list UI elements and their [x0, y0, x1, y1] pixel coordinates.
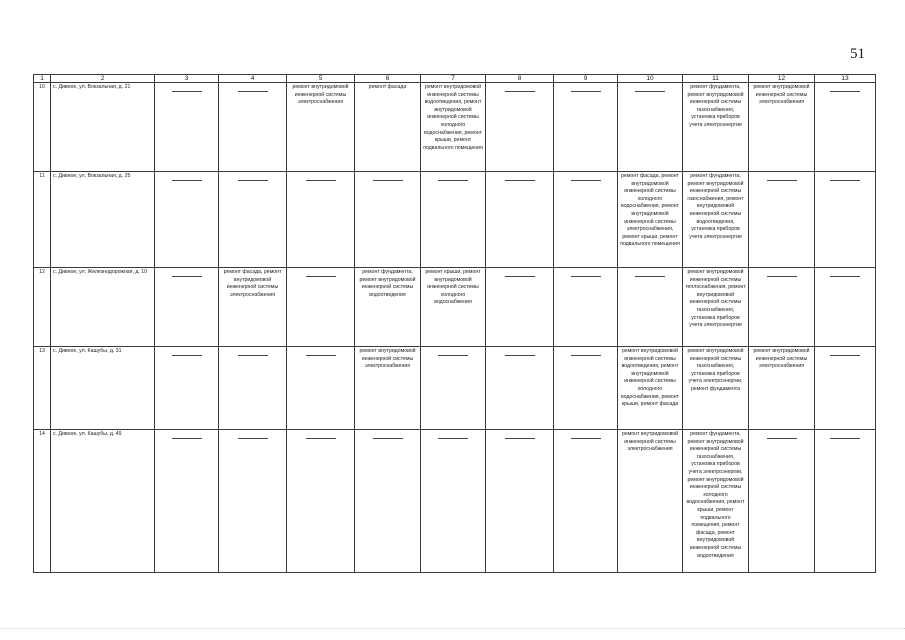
repair-work-cell: ремонт внутридомовой инженерной системы теплоснабжения, ремонт внутридомовой инженерной системы газоснабжения, установка приборов учета электроэнергии [683, 268, 749, 347]
table-row [34, 83, 876, 172]
dash-mark [238, 91, 268, 92]
repair-work-cell: ремонт фасада, ремонт внутридомовой инженерной системы холодного водоснабжения, ремонт внутридомовой инженерной системы электроснабжения, ремонт крыши, ремонт подвального помещения [618, 172, 683, 268]
scan-artifact-line [0, 628, 905, 630]
dash-mark [373, 438, 403, 439]
empty-dash-cell [219, 172, 287, 268]
dash-mark [830, 91, 860, 92]
repair-work-cell: ремонт фундамента, ремонт внутридомовой инженерной системы газоснабжения, установка приборов учета электроэнергии, ремонт внутридомовой инженерной системы холодного водоснабжения, ремонт крыши, ремонт подвального помещения, ремонт фасада, ремонт внутридомовой инженерной системы водоотведения [683, 430, 749, 573]
empty-dash-cell [421, 430, 486, 573]
empty-dash-cell [749, 268, 815, 347]
empty-dash-cell [155, 430, 219, 573]
row-number: 12 [34, 268, 51, 347]
empty-dash-cell [815, 430, 876, 573]
repair-work-cell: ремонт внутридомовой инженерной системы электроснабжения [749, 347, 815, 430]
empty-dash-cell [554, 83, 618, 172]
dash-mark [635, 91, 665, 92]
repair-work-cell: ремонт крыши, ремонт внутридомовой инженерной системы холодного водоснабжения [421, 268, 486, 347]
column-header: 10 [618, 75, 683, 83]
empty-dash-cell [486, 347, 554, 430]
dash-mark [767, 438, 797, 439]
dash-mark [238, 355, 268, 356]
empty-dash-cell [155, 83, 219, 172]
address-cell: с. Дивное, ул. Вокзальная, д. 25 [51, 172, 155, 268]
dash-mark [172, 276, 202, 277]
dash-mark [172, 438, 202, 439]
column-header: 13 [815, 75, 876, 83]
dash-mark [306, 180, 336, 181]
empty-dash-cell [554, 347, 618, 430]
dash-mark [373, 180, 403, 181]
column-header: 1 [34, 75, 51, 83]
empty-dash-cell [355, 430, 421, 573]
repair-schedule-table [33, 74, 876, 573]
repair-work-cell: ремонт фасада, ремонт внутридомовой инженерной системы электроснабжения [219, 268, 287, 347]
dash-mark [830, 355, 860, 356]
empty-dash-cell [486, 172, 554, 268]
empty-dash-cell [486, 268, 554, 347]
column-header: 3 [155, 75, 219, 83]
dash-mark [830, 180, 860, 181]
empty-dash-cell [815, 83, 876, 172]
repair-work-cell: ремонт фундамента, ремонт внутридомовой инженерной системы водоотведения [355, 268, 421, 347]
table-row [34, 347, 876, 430]
empty-dash-cell [618, 268, 683, 347]
dash-mark [767, 180, 797, 181]
column-header: 4 [219, 75, 287, 83]
column-header: 7 [421, 75, 486, 83]
address-cell: с. Дивное, ул. Вокзальная, д. 21 [51, 83, 155, 172]
column-header: 2 [51, 75, 155, 83]
column-header: 12 [749, 75, 815, 83]
empty-dash-cell [155, 268, 219, 347]
repair-work-cell: ремонт внутридомовой инженерной системы электроснабжения [287, 83, 355, 172]
dash-mark [571, 438, 601, 439]
dash-mark [830, 276, 860, 277]
column-number-row [34, 75, 876, 83]
dash-mark [306, 276, 336, 277]
dash-mark [438, 355, 468, 356]
empty-dash-cell [554, 172, 618, 268]
table-row [34, 430, 876, 573]
empty-dash-cell [815, 347, 876, 430]
row-number: 14 [34, 430, 51, 573]
dash-mark [505, 180, 535, 181]
column-header: 9 [554, 75, 618, 83]
dash-mark [505, 276, 535, 277]
column-header: 6 [355, 75, 421, 83]
empty-dash-cell [155, 172, 219, 268]
repair-work-cell: ремонт внутридомовой инженерной системы газоснабжения, установка приборов учета электроэнергии, ремонт фундамента [683, 347, 749, 430]
dash-mark [172, 180, 202, 181]
empty-dash-cell [155, 347, 219, 430]
dash-mark [635, 276, 665, 277]
dash-mark [571, 276, 601, 277]
dash-mark [505, 355, 535, 356]
dash-mark [571, 91, 601, 92]
empty-dash-cell [554, 430, 618, 573]
column-header: 11 [683, 75, 749, 83]
empty-dash-cell [287, 268, 355, 347]
empty-dash-cell [219, 83, 287, 172]
empty-dash-cell [618, 83, 683, 172]
column-header: 8 [486, 75, 554, 83]
address-cell: с. Дивное, ул. Кашубы, д. 31 [51, 347, 155, 430]
dash-mark [238, 438, 268, 439]
empty-dash-cell [219, 347, 287, 430]
empty-dash-cell [287, 430, 355, 573]
dash-mark [571, 180, 601, 181]
address-cell: с. Дивное, ул. Кашубы, д. 49 [51, 430, 155, 573]
page-number: 51 [850, 46, 865, 62]
row-number: 10 [34, 83, 51, 172]
repair-work-cell: ремонт внутридомовой инженерной системы водоотведения, ремонт внутридомовой инженерной системы холодного водоснабжения, ремонт крыши, ремонт фасада [618, 347, 683, 430]
table-row [34, 172, 876, 268]
column-header: 5 [287, 75, 355, 83]
repair-work-cell: ремонт внутридомовой инженерной системы электроснабжения [618, 430, 683, 573]
dash-mark [767, 276, 797, 277]
empty-dash-cell [554, 268, 618, 347]
repair-work-cell: ремонт фасада [355, 83, 421, 172]
repair-work-cell: ремонт внутридомовой инженерной системы электроснабжения [749, 83, 815, 172]
dash-mark [438, 180, 468, 181]
empty-dash-cell [219, 430, 287, 573]
table-row [34, 268, 876, 347]
dash-mark [238, 180, 268, 181]
dash-mark [505, 91, 535, 92]
empty-dash-cell [749, 172, 815, 268]
empty-dash-cell [486, 430, 554, 573]
dash-mark [172, 91, 202, 92]
empty-dash-cell [421, 172, 486, 268]
empty-dash-cell [486, 83, 554, 172]
address-cell: с. Дивное, ул. Железнодорожная, д. 10 [51, 268, 155, 347]
repair-work-cell: ремонт фундамента, ремонт внутридомовой инженерной системы газоснабжения, ремонт внутридомовой инженерной системы водоотведения, установка приборов учета электроэнергии [683, 172, 749, 268]
dash-mark [438, 438, 468, 439]
repair-work-cell: ремонт фундамента, ремонт внутридомовой инженерной системы газоснабжения, установка приборов учета электроэнергии [683, 83, 749, 172]
row-number: 13 [34, 347, 51, 430]
empty-dash-cell [355, 172, 421, 268]
dash-mark [830, 438, 860, 439]
dash-mark [505, 438, 535, 439]
empty-dash-cell [287, 172, 355, 268]
empty-dash-cell [287, 347, 355, 430]
dash-mark [306, 355, 336, 356]
empty-dash-cell [749, 430, 815, 573]
dash-mark [571, 355, 601, 356]
empty-dash-cell [421, 347, 486, 430]
repair-work-cell: ремонт внутридомовой инженерной системы водоотведения, ремонт внутридомовой инженерной системы холодного водоснабжения, ремонт крыши, ремонт подвального помещения [421, 83, 486, 172]
empty-dash-cell [815, 268, 876, 347]
empty-dash-cell [815, 172, 876, 268]
row-number: 11 [34, 172, 51, 268]
repair-work-cell: ремонт внутридомовой инженерной системы электроснабжения [355, 347, 421, 430]
dash-mark [306, 438, 336, 439]
dash-mark [172, 355, 202, 356]
